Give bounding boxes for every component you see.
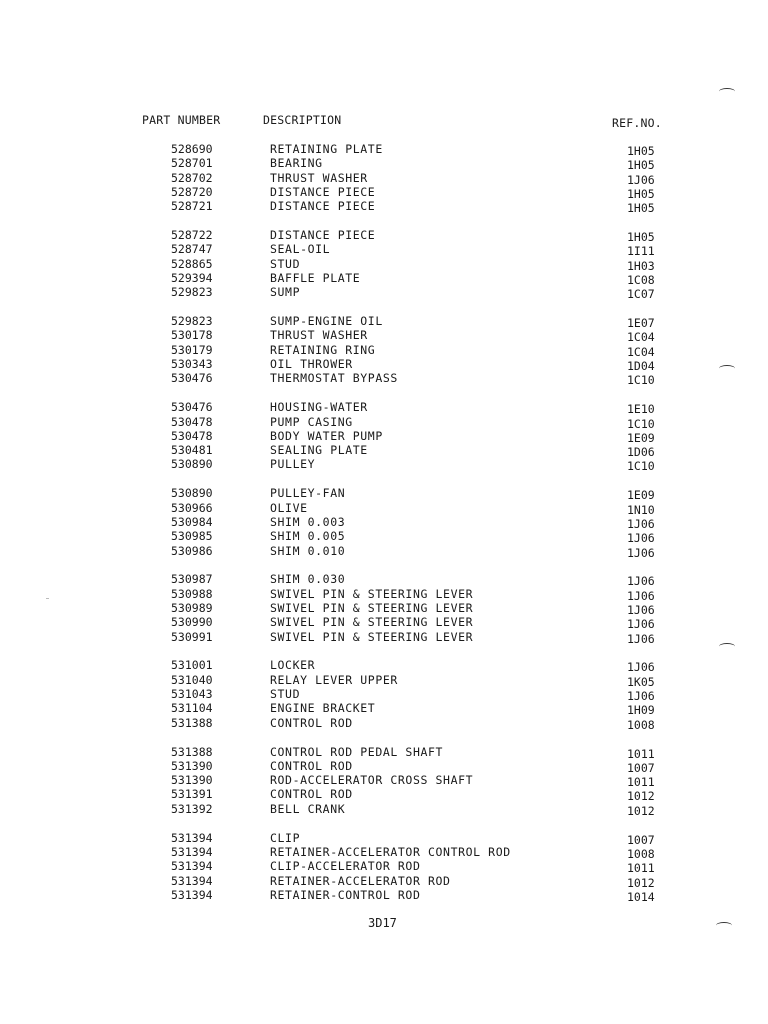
part-number-cell: 531394 (171, 844, 213, 859)
table-row (0, 257, 768, 271)
table-row (0, 658, 768, 675)
description-cell: CONTROL ROD PEDAL SHAFT (270, 744, 444, 759)
part-number-cell: 530178 (171, 328, 213, 343)
description-cell: SWIVEL PIN & STEERING LEVER (270, 586, 474, 601)
ref-no-cell: 1H09 (627, 703, 655, 718)
ref-no-cell: 1H03 (627, 258, 655, 273)
part-number-cell: 529823 (171, 285, 213, 300)
table-row (0, 142, 768, 156)
ref-no-cell: 1J06 (627, 172, 655, 187)
description-cell: ROD-ACCELERATOR CROSS SHAFT (270, 773, 474, 788)
part-number-cell: 530890 (171, 457, 213, 472)
part-number-cell: 528701 (171, 156, 213, 171)
table-row (0, 587, 768, 601)
parts-group (0, 572, 768, 646)
table-row (0, 429, 768, 443)
description-cell: CONTROL ROD (270, 715, 353, 730)
table-row (0, 859, 768, 876)
table-row (0, 457, 768, 474)
ref-no-cell: 1014 (627, 889, 655, 904)
ref-no-cell: 1C10 (627, 373, 655, 388)
margin-mark (719, 365, 735, 372)
parts-group (0, 400, 768, 474)
parts-group (0, 745, 768, 816)
table-row (0, 415, 768, 429)
ref-no-cell: 1C10 (627, 416, 655, 431)
part-number-cell: 528720 (171, 184, 213, 199)
table-row (0, 515, 768, 529)
part-number-cell: 528722 (171, 228, 213, 243)
ref-no-cell: 1D06 (627, 445, 655, 460)
part-number-cell: 530179 (171, 342, 213, 357)
ref-no-cell: 1007 (627, 832, 655, 847)
table-row (0, 716, 768, 730)
ref-no-cell: 1J06 (627, 516, 655, 531)
table-row (0, 501, 768, 515)
description-cell: LOCKER (270, 658, 316, 673)
column-header-part-number: PART NUMBER (142, 113, 221, 127)
part-number-cell: 528865 (171, 256, 213, 271)
ref-no-cell: 1H05 (627, 144, 655, 158)
table-row (0, 874, 768, 888)
table-row (0, 443, 768, 460)
part-number-cell: 530987 (171, 572, 213, 587)
parts-group (0, 486, 768, 560)
table-row (0, 371, 768, 388)
part-number-cell: 531394 (171, 873, 213, 888)
table-row (0, 199, 768, 216)
part-number-cell: 531388 (171, 744, 213, 759)
part-number-cell: 530988 (171, 586, 213, 601)
ref-no-cell: 1011 (627, 861, 655, 876)
part-number-cell: 530990 (171, 615, 213, 630)
table-row (0, 328, 768, 345)
scan-speck (46, 598, 49, 599)
description-cell: PUMP CASING (270, 414, 353, 429)
description-cell: RETAINING RING (270, 342, 376, 357)
ref-no-cell: 1I11 (627, 244, 655, 259)
parts-group (0, 142, 768, 216)
part-number-cell: 530476 (171, 371, 213, 386)
part-number-cell: 530478 (171, 428, 213, 443)
parts-group (0, 658, 768, 732)
ref-no-cell: 1J06 (627, 574, 655, 589)
table-row (0, 673, 768, 687)
ref-no-cell: 1C04 (627, 344, 655, 359)
description-cell: SUMP-ENGINE OIL (270, 314, 383, 329)
margin-mark (719, 88, 735, 95)
table-row (0, 701, 768, 718)
description-cell: SHIM 0.030 (270, 572, 346, 587)
description-cell: CONTROL ROD (270, 758, 353, 773)
description-cell: RETAINING PLATE (270, 142, 383, 156)
table-row (0, 529, 768, 546)
description-cell: STUD (270, 256, 301, 271)
ref-no-cell: 1C04 (627, 330, 655, 345)
part-number-cell: 530343 (171, 357, 213, 372)
part-number-cell: 530481 (171, 443, 213, 458)
ref-no-cell: 1J06 (627, 602, 655, 617)
part-number-cell: 529394 (171, 270, 213, 285)
part-number-cell: 530989 (171, 600, 213, 615)
table-row (0, 745, 768, 759)
table-row (0, 773, 768, 790)
ref-no-cell: 1K05 (627, 674, 655, 689)
ref-no-cell: 1J06 (627, 660, 655, 675)
ref-no-cell: 1J06 (627, 617, 655, 632)
description-cell: BAFFLE PLATE (270, 270, 361, 285)
description-cell: THERMOSTAT BYPASS (270, 371, 398, 386)
part-number-cell: 530986 (171, 543, 213, 558)
ref-no-cell: 1012 (627, 875, 655, 890)
part-number-cell: 531040 (171, 672, 213, 687)
part-number-cell: 531043 (171, 687, 213, 702)
table-row (0, 687, 768, 704)
description-cell: RETAINER-ACCELERATOR ROD (270, 873, 451, 888)
table-row (0, 343, 768, 357)
description-cell: STUD (270, 687, 301, 702)
description-cell: SUMP (270, 285, 301, 300)
description-cell: RELAY LEVER UPPER (270, 672, 398, 687)
margin-mark (719, 643, 735, 650)
description-cell: RETAINER-ACCELERATOR CONTROL ROD (270, 844, 511, 859)
description-cell: THRUST WASHER (270, 170, 368, 185)
table-row (0, 271, 768, 285)
table-row (0, 759, 768, 773)
description-cell: BODY WATER PUMP (270, 428, 383, 443)
description-cell: CONTROL ROD (270, 787, 353, 802)
table-row (0, 242, 768, 259)
column-header-description: DESCRIPTION (263, 113, 342, 127)
parts-group (0, 831, 768, 902)
table-row (0, 156, 768, 173)
ref-no-cell: 1J06 (627, 545, 655, 560)
description-cell: SWIVEL PIN & STEERING LEVER (270, 629, 474, 644)
part-number-cell: 531394 (171, 830, 213, 845)
part-number-cell: 530991 (171, 629, 213, 644)
part-number-cell: 531104 (171, 701, 213, 716)
part-number-cell: 528747 (171, 242, 213, 257)
ref-no-cell: 1H05 (627, 230, 655, 245)
description-cell: OLIVE (270, 500, 308, 515)
ref-no-cell: 1007 (627, 760, 655, 775)
margin-mark (716, 922, 732, 929)
part-number-cell: 530966 (171, 500, 213, 515)
ref-no-cell: 1C07 (627, 287, 655, 302)
table-row (0, 400, 768, 417)
ref-no-cell: 1J06 (627, 689, 655, 704)
description-cell: BEARING (270, 156, 323, 171)
ref-no-cell: 1E07 (627, 316, 655, 331)
table-row (0, 572, 768, 589)
part-number-cell: 531392 (171, 801, 213, 816)
table-row (0, 787, 768, 804)
description-cell: ENGINE BRACKET (270, 701, 376, 716)
table-row (0, 171, 768, 185)
description-cell: DISTANCE PIECE (270, 184, 376, 199)
ref-no-cell: 1H05 (627, 186, 655, 201)
part-number-cell: 528721 (171, 199, 213, 214)
description-cell: DISTANCE PIECE (270, 199, 376, 214)
ref-no-cell: 1012 (627, 789, 655, 804)
ref-no-cell: 1J06 (627, 631, 655, 646)
table-row (0, 314, 768, 331)
description-cell: CLIP-ACCELERATOR ROD (270, 859, 421, 874)
table-row (0, 630, 768, 644)
ref-no-cell: 1H05 (627, 158, 655, 173)
part-number-cell: 530984 (171, 514, 213, 529)
description-cell: SWIVEL PIN & STEERING LEVER (270, 615, 474, 630)
part-number-cell: 531394 (171, 887, 213, 902)
ref-no-cell: 1011 (627, 746, 655, 761)
part-number-cell: 531391 (171, 787, 213, 802)
table-row (0, 888, 768, 902)
ref-no-cell: 1N10 (627, 502, 655, 517)
column-header-ref-no: REF.NO. (612, 116, 662, 130)
parts-list (0, 142, 768, 917)
ref-no-cell: 1E10 (627, 402, 655, 417)
part-number-cell: 531001 (171, 658, 213, 673)
description-cell: SWIVEL PIN & STEERING LEVER (270, 600, 474, 615)
part-number-cell: 531388 (171, 715, 213, 730)
table-row (0, 544, 768, 558)
part-number-cell: 530478 (171, 414, 213, 429)
description-cell: HOUSING-WATER (270, 400, 368, 415)
description-cell: PULLEY (270, 457, 316, 472)
table-row (0, 285, 768, 302)
table-row (0, 357, 768, 374)
part-number-cell: 531394 (171, 859, 213, 874)
page-number: 3D17 (368, 916, 397, 930)
description-cell: SEALING PLATE (270, 443, 368, 458)
part-number-cell: 528702 (171, 170, 213, 185)
description-cell: THRUST WASHER (270, 328, 368, 343)
ref-no-cell: 1D04 (627, 359, 655, 374)
description-cell: OIL THROWER (270, 357, 353, 372)
description-cell: SEAL-OIL (270, 242, 331, 257)
table-row (0, 831, 768, 845)
ref-no-cell: 1011 (627, 775, 655, 790)
ref-no-cell: 1E09 (627, 488, 655, 503)
part-number-cell: 528690 (171, 142, 213, 156)
description-cell: SHIM 0.003 (270, 514, 346, 529)
description-cell: SHIM 0.005 (270, 529, 346, 544)
part-number-cell: 530476 (171, 400, 213, 415)
table-row (0, 615, 768, 632)
table-row (0, 802, 768, 816)
ref-no-cell: 1008 (627, 717, 655, 732)
description-cell: BELL CRANK (270, 801, 346, 816)
description-cell: DISTANCE PIECE (270, 228, 376, 243)
part-number-cell: 530890 (171, 486, 213, 501)
ref-no-cell: 1008 (627, 846, 655, 861)
table-row (0, 486, 768, 503)
part-number-cell: 530985 (171, 529, 213, 544)
part-number-cell: 531390 (171, 773, 213, 788)
parts-group (0, 228, 768, 302)
description-cell: SHIM 0.010 (270, 543, 346, 558)
table-row (0, 845, 768, 859)
ref-no-cell: 1J06 (627, 588, 655, 603)
table-row (0, 228, 768, 245)
ref-no-cell: 1C10 (627, 459, 655, 474)
ref-no-cell: 1012 (627, 803, 655, 818)
ref-no-cell: 1C08 (627, 272, 655, 287)
description-cell: PULLEY-FAN (270, 486, 346, 501)
ref-no-cell: 1J06 (627, 531, 655, 546)
description-cell: CLIP (270, 830, 301, 845)
ref-no-cell: 1H05 (627, 201, 655, 216)
table-row (0, 601, 768, 615)
part-number-cell: 531390 (171, 758, 213, 773)
part-number-cell: 529823 (171, 314, 213, 329)
description-cell: RETAINER-CONTROL ROD (270, 887, 421, 902)
ref-no-cell: 1E09 (627, 430, 655, 445)
parts-group (0, 314, 768, 388)
table-row (0, 185, 768, 199)
